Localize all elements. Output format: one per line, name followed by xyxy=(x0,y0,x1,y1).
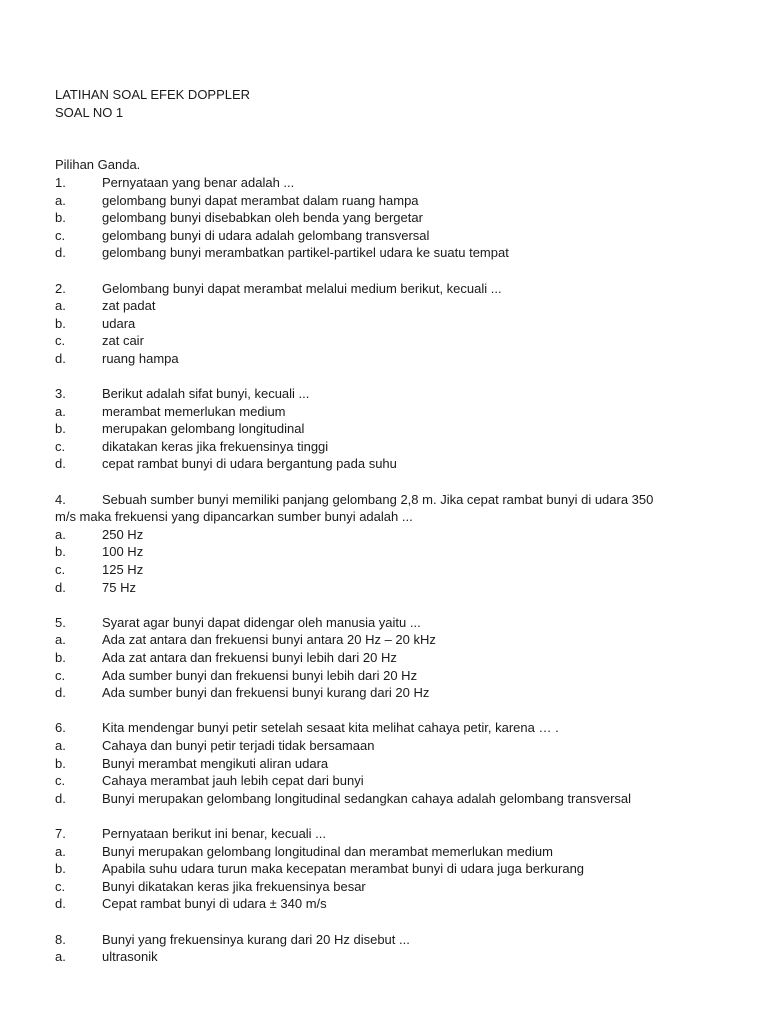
answer-option xyxy=(55,667,725,685)
answer-option xyxy=(55,297,725,315)
question-line xyxy=(55,931,725,949)
option-label: d. xyxy=(55,896,66,912)
option-label: d. xyxy=(55,245,66,261)
option-text: Bunyi merupakan gelombang longitudinal sedangkan cahaya adalah gelombang transversal xyxy=(102,790,632,806)
question-line xyxy=(55,280,725,298)
option-text: 75 Hz xyxy=(102,579,136,595)
question-text: Sebuah sumber bunyi memiliki panjang gelombang 2,8 m. Jika cepat rambat bunyi di udara 350 xyxy=(102,491,654,507)
option-label: a. xyxy=(55,192,66,208)
option-text: Bunyi merupakan gelombang longitudinal dan merambat memerlukan medium xyxy=(102,843,553,859)
option-text: 100 Hz xyxy=(102,544,144,560)
option-label: d. xyxy=(55,790,66,806)
answer-option xyxy=(55,772,725,790)
answer-option xyxy=(55,737,725,755)
answer-option xyxy=(55,649,725,667)
question-text: Berikut adalah sifat bunyi, kecuali ... xyxy=(102,386,310,402)
option-label: b. xyxy=(55,210,66,226)
answer-option xyxy=(55,895,725,913)
answer-option xyxy=(55,315,725,333)
document-page xyxy=(55,86,725,966)
question-item xyxy=(55,825,725,913)
question-item xyxy=(55,280,725,368)
option-label: a. xyxy=(55,403,66,419)
question-number: 3. xyxy=(55,386,66,402)
answer-option xyxy=(55,227,725,245)
option-label: d. xyxy=(55,685,66,701)
option-label: a. xyxy=(55,526,66,542)
option-text: Bunyi merambat mengikuti aliran udara xyxy=(102,755,329,771)
option-label: a. xyxy=(55,737,66,753)
option-label: b. xyxy=(55,315,66,331)
answer-option xyxy=(55,403,725,421)
option-text: gelombang bunyi merambatkan partikel-partikel udara ke suatu tempat xyxy=(102,245,509,261)
option-text: Cepat rambat bunyi di udara ± 340 m/s xyxy=(102,896,327,912)
answer-option xyxy=(55,350,725,368)
document-title: LATIHAN SOAL EFEK DOPPLER xyxy=(55,87,251,102)
question-list xyxy=(55,174,725,966)
option-label: c. xyxy=(55,438,66,454)
option-text: udara xyxy=(102,315,136,331)
question-item xyxy=(55,614,725,702)
answer-option xyxy=(55,455,725,473)
option-label: a. xyxy=(55,949,66,965)
option-label: c. xyxy=(55,878,66,894)
question-line xyxy=(55,491,725,509)
option-label: d. xyxy=(55,579,66,595)
option-label: c. xyxy=(55,562,66,578)
option-text: 250 Hz xyxy=(102,526,144,542)
option-text: ruang hampa xyxy=(102,350,179,366)
question-number: 7. xyxy=(55,825,66,841)
question-number: 2. xyxy=(55,280,66,296)
question-number: 1. xyxy=(55,174,66,190)
option-text: 125 Hz xyxy=(102,562,144,578)
document-subtitle: SOAL NO 1 xyxy=(55,104,124,120)
option-label: b. xyxy=(55,861,66,877)
question-line xyxy=(55,614,725,632)
option-label: c. xyxy=(55,227,66,243)
answer-option xyxy=(55,526,725,544)
question-item xyxy=(55,385,725,473)
question-number: 4. xyxy=(55,491,66,507)
option-label: b. xyxy=(55,755,66,771)
answer-option xyxy=(55,843,725,861)
answer-option xyxy=(55,948,725,966)
option-text: Apabila suhu udara turun maka kecepatan merambat bunyi di udara juga berkurang xyxy=(102,861,585,877)
question-line xyxy=(55,385,725,403)
option-text: gelombang bunyi disebabkan oleh benda yang bergetar xyxy=(102,210,423,226)
question-line xyxy=(55,719,725,737)
option-text: ultrasonik xyxy=(102,949,158,965)
question-text: Pernyataan yang benar adalah ... xyxy=(102,174,295,190)
answer-option xyxy=(55,209,725,227)
section-title: Pilihan Ganda. xyxy=(55,157,141,173)
option-text: gelombang bunyi di udara adalah gelombang transversal xyxy=(102,227,430,243)
answer-option xyxy=(55,860,725,878)
answer-option xyxy=(55,192,725,210)
question-line xyxy=(55,825,725,843)
question-number: 5. xyxy=(55,614,66,630)
option-text: Ada sumber bunyi dan frekuensi bunyi kurang dari 20 Hz xyxy=(102,685,430,701)
question-text: Gelombang bunyi dapat merambat melalui medium berikut, kecuali ... xyxy=(102,280,502,296)
option-text: Cahaya dan bunyi petir terjadi tidak bersamaan xyxy=(102,737,375,753)
question-item xyxy=(55,174,725,262)
option-text: merambat memerlukan medium xyxy=(102,403,286,419)
option-label: b. xyxy=(55,650,66,665)
answer-option xyxy=(55,631,725,649)
answer-option xyxy=(55,543,725,561)
option-label: c. xyxy=(55,333,66,349)
option-label: d. xyxy=(55,350,66,366)
answer-option xyxy=(55,755,725,773)
answer-option xyxy=(55,438,725,456)
option-label: a. xyxy=(55,632,66,648)
option-text: dikatakan keras jika frekuensinya tinggi xyxy=(102,438,329,454)
answer-option xyxy=(55,579,725,597)
answer-option xyxy=(55,561,725,579)
question-line xyxy=(55,174,725,192)
option-text: gelombang bunyi dapat merambat dalam ruang hampa xyxy=(102,192,419,208)
option-label: b. xyxy=(55,421,66,437)
question-text-continuation: m/s maka frekuensi yang dipancarkan sumber bunyi adalah ... xyxy=(55,509,413,525)
question-text: Kita mendengar bunyi petir setelah sesaat kita melihat cahaya petir, karena … . xyxy=(102,720,559,736)
option-text: zat cair xyxy=(102,333,144,349)
answer-option xyxy=(55,420,725,438)
question-item xyxy=(55,491,725,597)
question-number: 6. xyxy=(55,720,66,736)
question-item xyxy=(55,719,725,807)
option-text: Ada zat antara dan frekuensi bunyi lebih dari 20 Hz xyxy=(102,650,397,665)
option-label: a. xyxy=(55,298,66,314)
option-text: Bunyi dikatakan keras jika frekuensinya besar xyxy=(102,878,366,894)
question-text: Syarat agar bunyi dapat didengar oleh manusia yaitu ... xyxy=(102,614,421,630)
option-label: a. xyxy=(55,843,66,859)
answer-option xyxy=(55,790,725,808)
answer-option xyxy=(55,332,725,350)
option-text: zat padat xyxy=(102,298,156,314)
question-item xyxy=(55,931,725,966)
question-number: 8. xyxy=(55,931,66,947)
option-text: merupakan gelombang longitudinal xyxy=(102,421,305,437)
question-text: Bunyi yang frekuensinya kurang dari 20 Hz disebut ... xyxy=(102,931,410,947)
answer-option xyxy=(55,878,725,896)
option-label: b. xyxy=(55,544,66,560)
option-text: Ada zat antara dan frekuensi bunyi antara 20 Hz – 20 kHz xyxy=(102,632,436,648)
option-label: c. xyxy=(55,773,66,789)
question-text: Pernyataan berikut ini benar, kecuali ... xyxy=(102,825,327,841)
option-label: c. xyxy=(55,667,66,683)
answer-option xyxy=(55,244,725,262)
option-text: cepat rambat bunyi di udara bergantung pada suhu xyxy=(102,456,397,472)
option-text: Ada sumber bunyi dan frekuensi bunyi lebih dari 20 Hz xyxy=(102,667,418,683)
option-label: d. xyxy=(55,456,66,472)
answer-option xyxy=(55,684,725,702)
option-text: Cahaya merambat jauh lebih cepat dari bunyi xyxy=(102,773,364,789)
